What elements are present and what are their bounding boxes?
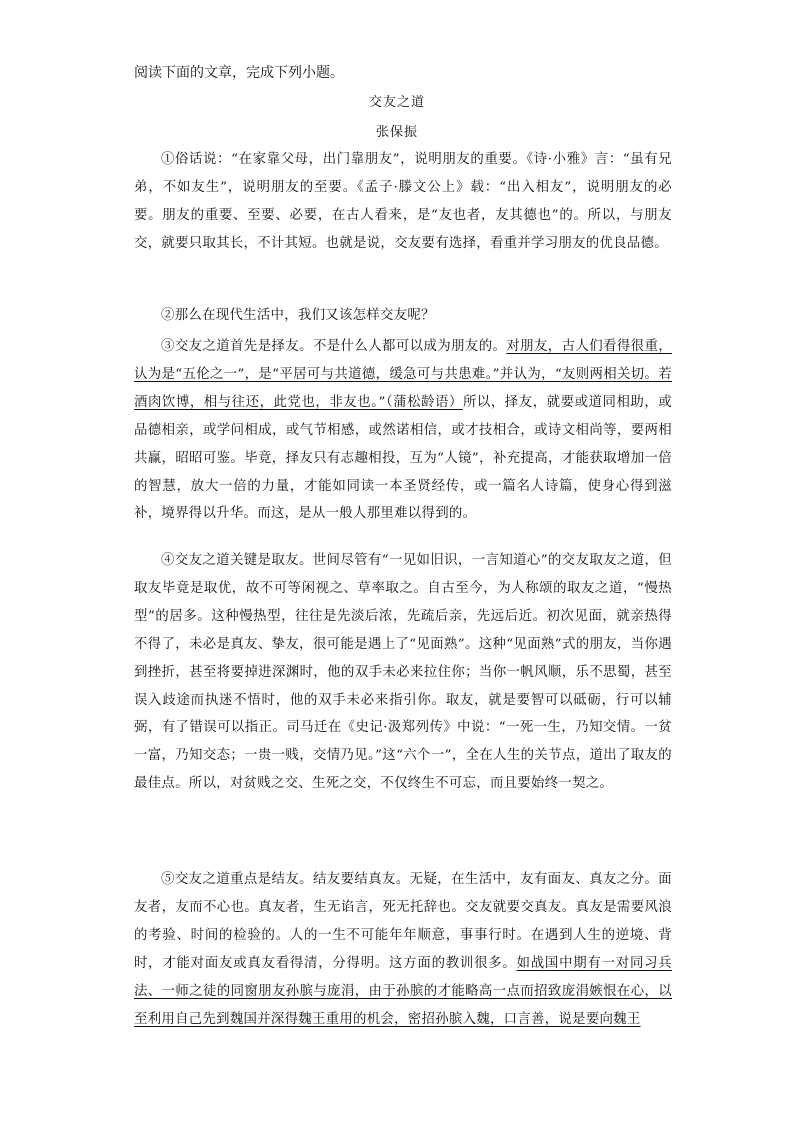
paragraph-4: ④交友之道关键是取友。世间尽管有“一见如旧识，一言知道心”的交友取友之道，但取友毕竟是取优，故不可等闲视之、草率取之。自古至今，为人称颂的取友之道，“慢热型”的居多。这种慢热型，往往是先淡后浓，先疏后亲，先远后近。初次见面，就亲热得不得了，未必是真友、挚友，很可能是遇上了“见面熟”。这种“见面熟”式的朋友，当你遇到挫折，甚至将要掉进深渊时，他的双手未必来拉住你；当你一帆风顺，乐不思蜀，甚至误入歧途而执迷不悟时，他的双手未必来指引你。取友，就是要智可以砥砺，行可以辅弼，有了错误可以指正。司马迁在《史记·汲郑列传》中说：“一死一生，乃知交情。一贫一富，乃知交态；一贵一贱，交情乃见。”这“六个一”，全在人生的关节点，道出了取友的最佳点。所以，对贫贱之交、生死之交，不仅终生不可忘，而且要始终一契之。 [134,553,672,792]
paragraph-1: ①俗话说：“在家靠父母，出门靠朋友”，说明朋友的重要。《诗·小雅》言：“虽有兄弟，不如友生”，说明朋友的至要。《孟子·滕文公上》载：“出入相友”，说明朋友的必要。朋友的重要、至要、必要，在古人看来，是“友也者，友其德也”的。所以，与朋友交，就要只取其长，不计其短。也就是说，交友要有选择，看重并学习朋友的优良品德。 [134,152,672,251]
paragraph-5 [134,866,672,1033]
question-instruction: 阅读下面的文章，完成下列小题。 [134,65,344,81]
paragraph-3 [134,333,672,528]
paragraph-5-text-a: ⑤交友之道重点是结友。结友要结真友。无疑，在生活中，友有面友、真友之分。面友者，友而不心也。真友者，生无谄言，死无托辞也。交友就要交真友。真友是需要风浪的考验、时间的检验的。人的一生不可能年年顺意，事事行时。在遇到人生的逆境、背时，才能对面友或真友看得清，分得明。这方面的教训很多。 [134,872,672,971]
paragraph-3-text-b: 所以，择友，就要或道同相助，或品德相亲，或学问相成，或气节相感，或然诺相信，或才技相合，或诗文相尚等，要两相共赢，昭昭可鉴。毕竟，择友只有志趣相投，互为“人镜”，补充提高，才能获取增加一倍的智慧，放大一倍的力量，才能如同读一本圣贤经传，或一篇名人诗篇，使身心得到滋补，境界得以升华。而这，是从一般人那里难以得到的。 [134,394,672,522]
paragraph-5-underlined-text: 如战国中期有一对同习兵法、一师之徒的同窗朋友孙膑与庞涓，由于孙膑的才能略高一点而招致庞涓嫉恨在心，以至利用自己先到魏国并深得魏王重用的机会，密招孙膑入魏，口言善，说是要向魏王 [134,955,672,1027]
paragraph-3-underlined-text: 对朋友，古人们看得很重，认为是“五伦之一”，是“平居可与共道德，缓急可与共患难。”并认为，“友则两相关切。若酒肉饮博，相与往还，此党也，非友也。”（蒲松龄语） [134,339,673,410]
paragraph-2: ②那么在现代生活中，我们又该怎样交友呢？ [161,308,435,323]
paragraph-3-text-a: ③交友之道首先是择友。不是什么人都可以成为朋友的。 [161,339,507,354]
article-author: 张保振 [375,125,418,140]
article-title: 交友之道 [368,95,425,110]
